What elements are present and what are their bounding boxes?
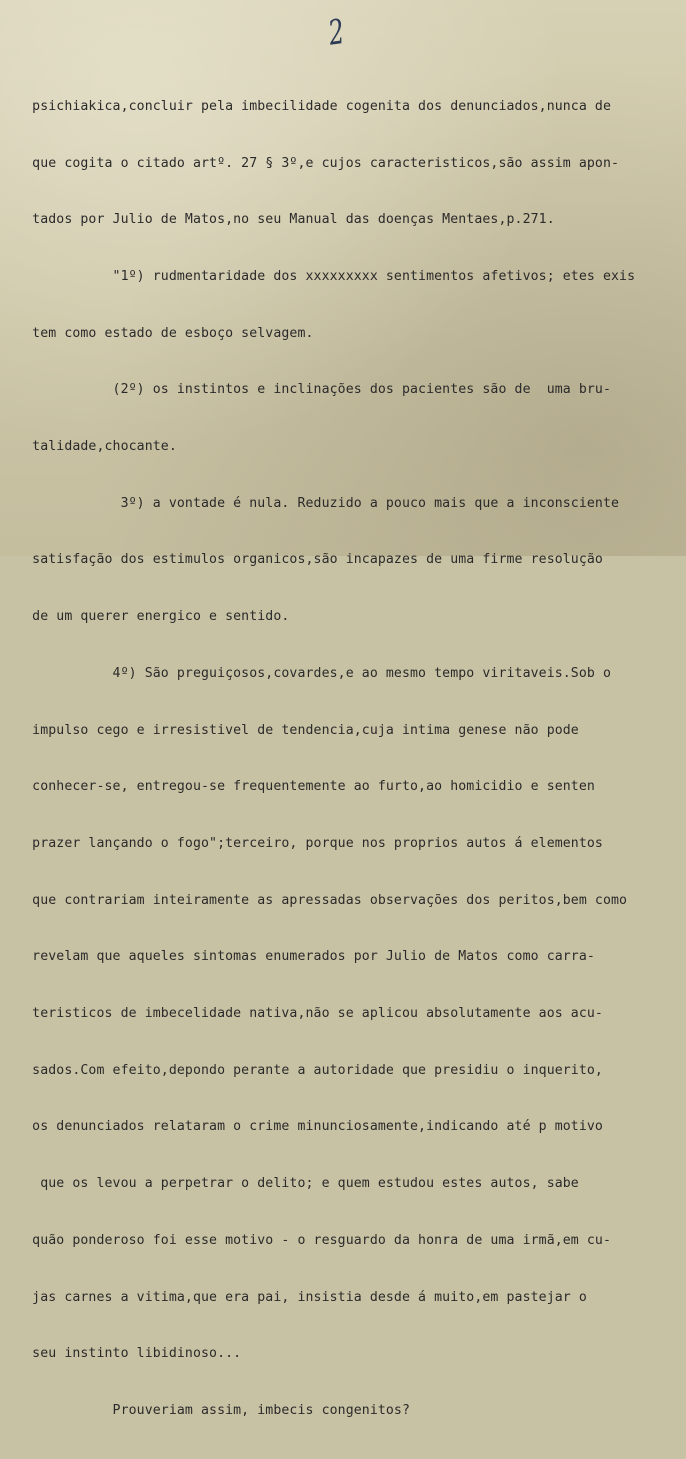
text-line: Prouveriam assim, imbecis congenitos? xyxy=(0,1402,411,1418)
text-line: tem como estado de esboço selvagem. xyxy=(0,325,314,341)
page-number: 2 xyxy=(326,11,347,54)
text-line: sados.Com efeito,depondo perante a autoridade que presidiu o inquerito, xyxy=(0,1062,603,1078)
text-line: psichiakica,concluir pela imbecilidade cogenita dos denunciados,nunca de xyxy=(0,98,612,114)
text-line: que contrariam inteiramente as apressadas observações dos peritos,bem como xyxy=(0,892,628,908)
text-line: seu instinto libidinoso... xyxy=(0,1346,242,1362)
text-line: jas carnes a vitima,que era pai, insistia desde á muito,em pastejar o xyxy=(0,1289,587,1305)
text-line: conhecer-se, entregou-se frequentemente ao furto,ao homicidio e senten xyxy=(0,779,595,795)
text-line: 3º) a vontade é nula. Reduzido a pouco mais que a inconsciente xyxy=(0,495,620,511)
text-line: talidade,chocante. xyxy=(0,439,177,455)
text-line: de um querer energico e sentido. xyxy=(0,609,290,625)
text-line: quão ponderoso foi esse motivo - o resguardo da honra de uma irmã,em cu- xyxy=(0,1232,612,1248)
text-line: "1º) rudmentaridade dos xxxxxxxxx sentimentos afetivos; etes exis xyxy=(0,268,636,284)
text-line: revelam que aqueles sintomas enumerados por Julio de Matos como carra- xyxy=(0,949,595,965)
text-line: 4º) São preguiçosos,covardes,e ao mesmo tempo viritaveis.Sob o xyxy=(0,665,612,681)
text-line: (2º) os instintos e inclinações dos pacientes são de uma bru- xyxy=(0,382,612,398)
text-line: satisfação dos estimulos organicos,são incapazes de uma firme resolução xyxy=(0,552,603,568)
text-line: teristicos de imbecelidade nativa,não se aplicou absolutamente aos acu- xyxy=(0,1006,603,1022)
text-line: que cogita o citado artº. 27 § 3º,e cujos caracteristicos,são assim apon- xyxy=(0,155,620,171)
text-line: prazer lançando o fogo";terceiro, porque nos proprios autos á elementos xyxy=(0,835,603,851)
text-line: que os levou a perpetrar o delito; e quem estudou estes autos, sabe xyxy=(0,1176,579,1192)
document-body xyxy=(0,60,686,1459)
text-line: os denunciados relataram o crime minunciosamente,indicando até p motivo xyxy=(0,1119,603,1135)
text-line: tados por Julio de Matos,no seu Manual das doenças Mentaes,p.271. xyxy=(0,212,555,228)
text-line: impulso cego e irresistivel de tendencia,cuja intima genese não pode xyxy=(0,722,579,738)
